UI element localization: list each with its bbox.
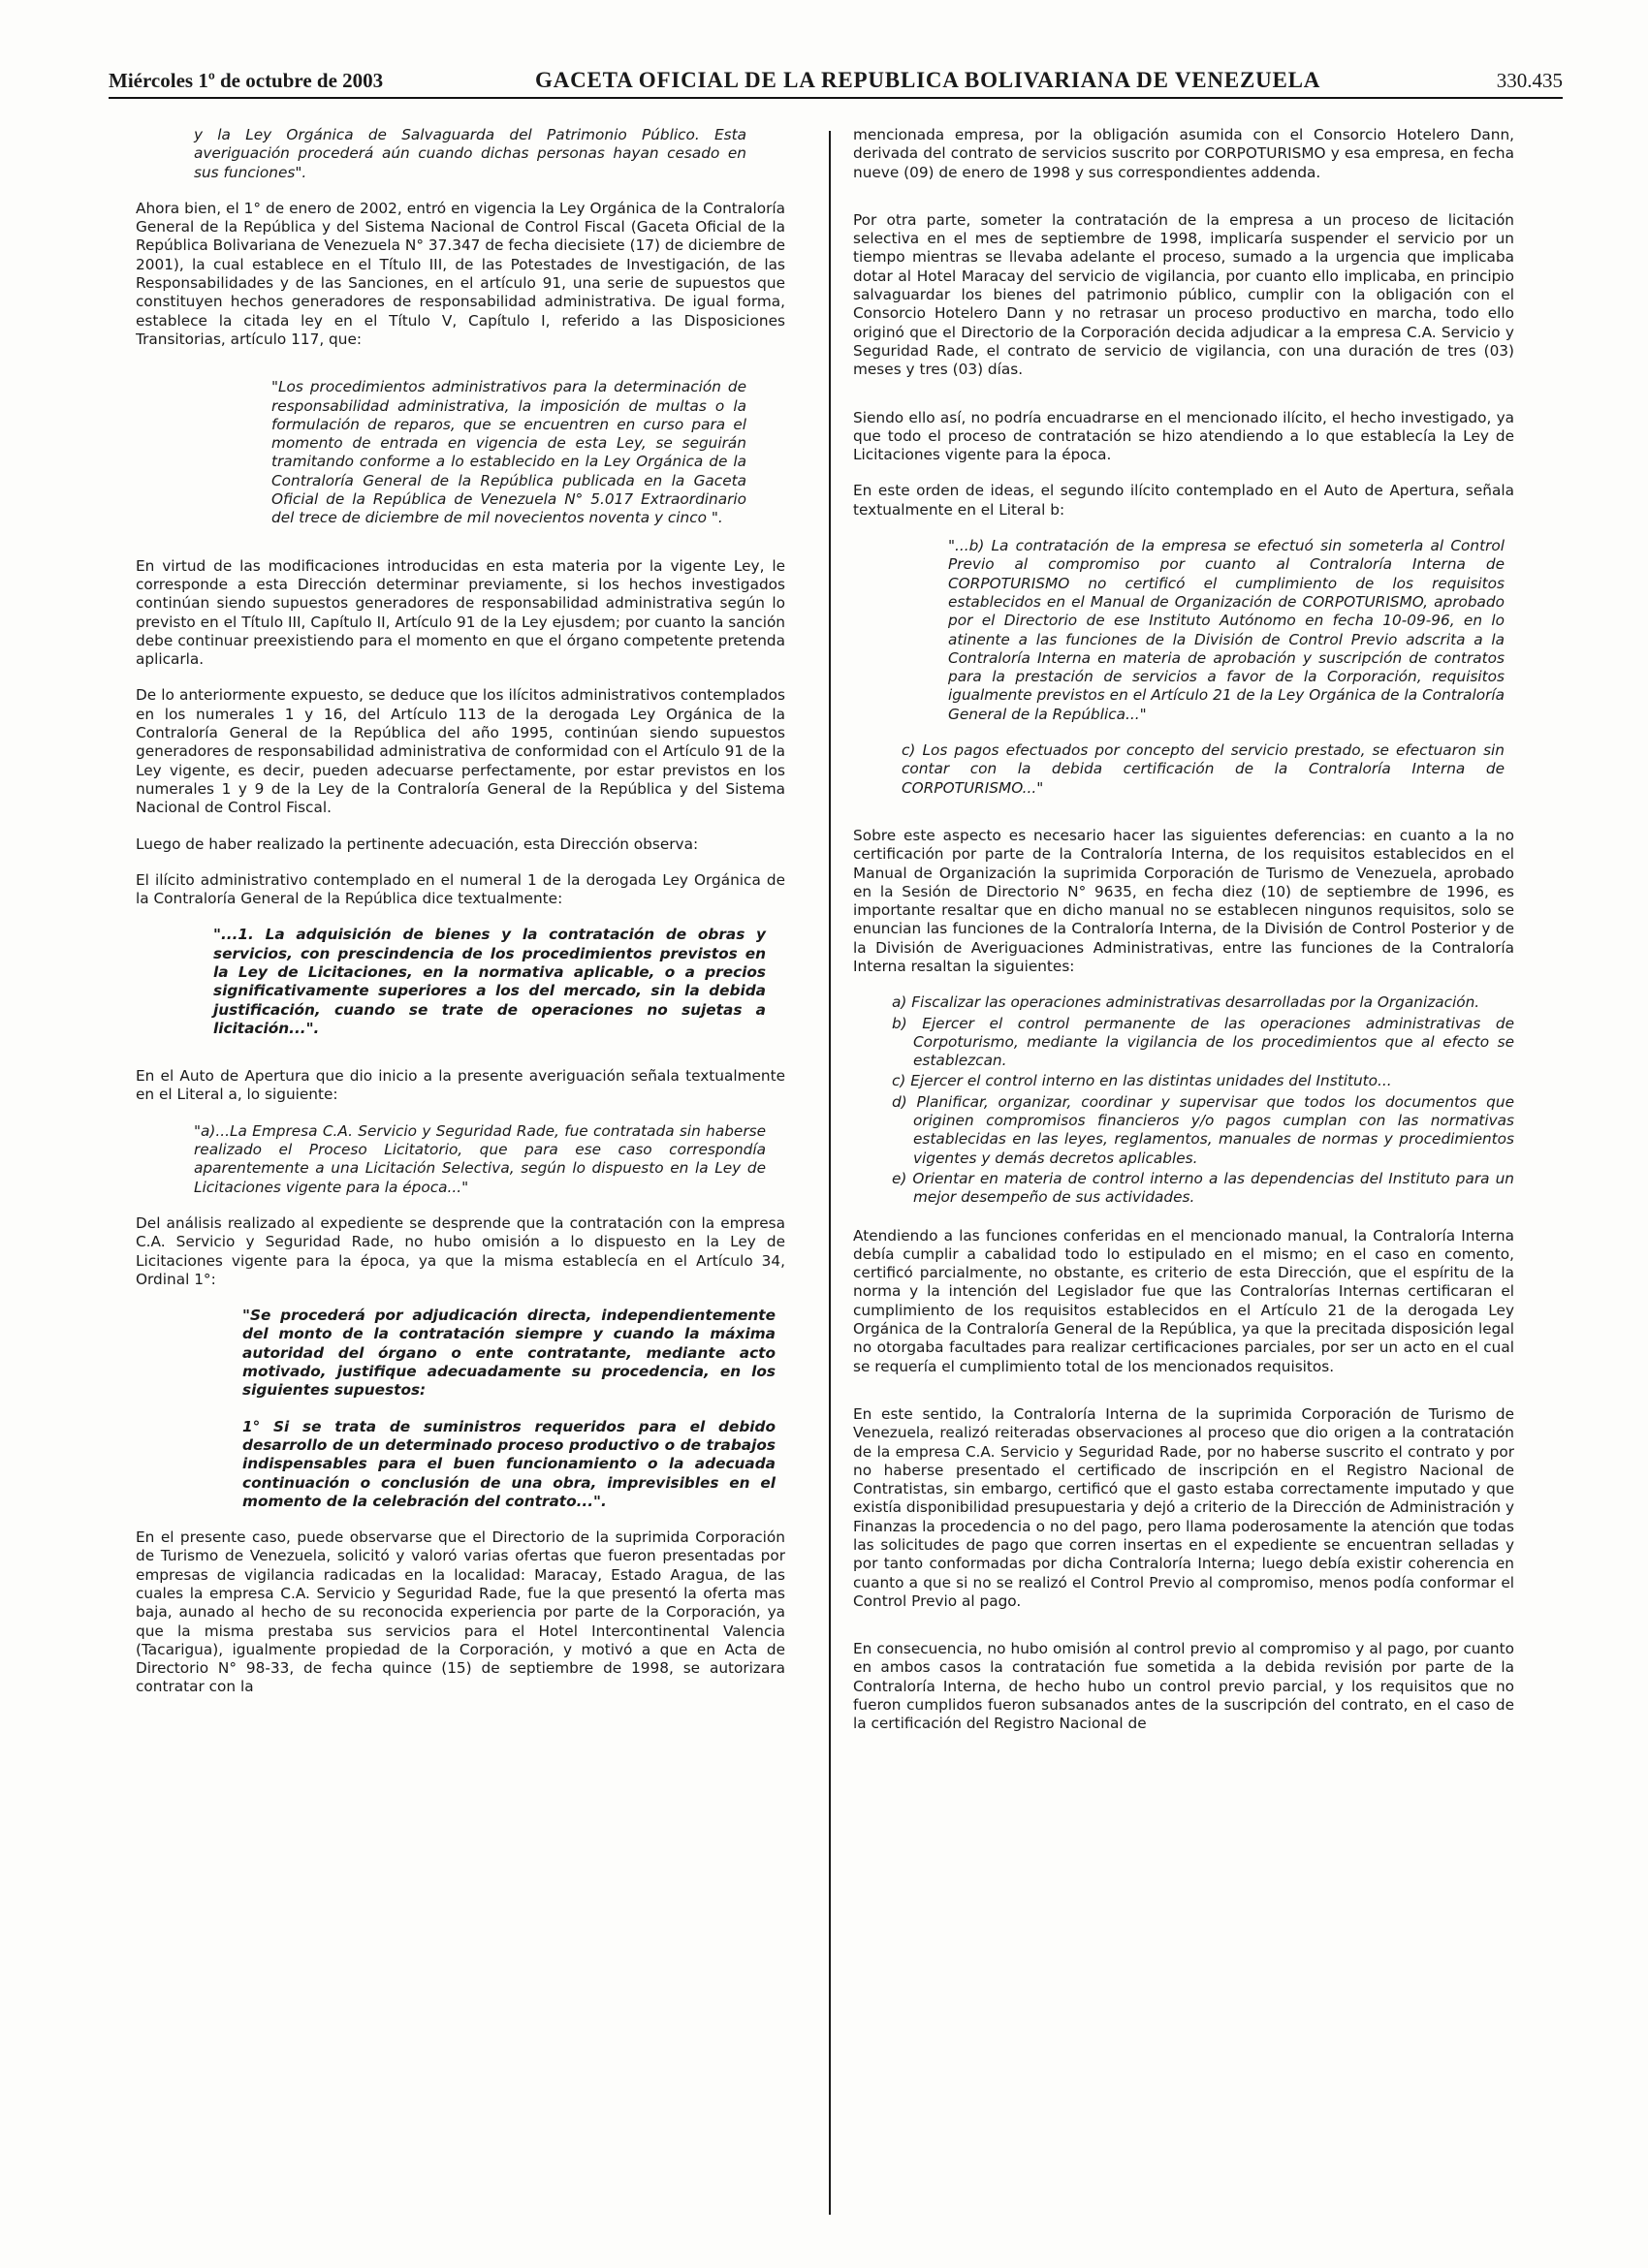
issue-date: Miércoles 1º de octubre de 2003 <box>109 69 384 92</box>
list-item: c) Ejercer el control interno en las distintas unidades del Instituto... <box>892 1072 1392 1090</box>
paragraph: En consecuencia, no hubo omisión al control previo al compromiso y al pago, por cuanto en ambos casos la contratación fue sometida a la debida revisión por parte de la Contraloría Interna, de hecho hubo un control previo parcial, y los requisitos que no fueron cumplidos fueron subsanados antes de la suscripción del contrato, en el caso de la certificación del Registro Nacional de <box>853 1640 1514 1733</box>
paragraph: De lo anteriormente expuesto, se deduce que los ilícitos administrativos contemplados en los numerales 1 y 16, del Artículo 113 de la derogada Ley Orgánica de la Contraloría General de la República del año 1995, continúan siendo supuestos generadores de responsabilidad administrativa de conformidad con el Artículo 91 de la Ley vigente, es decir, pueden adecuarse perfectamente, por estar previstos en los numerales 1 y 9 de la Ley de la Contraloría General de la República y del Sistema Nacional de Control Fiscal. <box>136 686 785 817</box>
block-quote: "...b) La contratación de la empresa se efectuó sin someterla al Control Previo al compromiso por cuanto al Contraloría Interna de CORPOTURISMO no certificó el cumplimiento de los requisitos establecidos en el Manual de Organización de CORPOTURISMO, aprobado por el Directorio de ese Instituto Autónomo en fecha 10-09-96, en lo atinente a las funciones de la División de Control Previo adscrita a la Contraloría Interna en materia de aprobación y suscripción de contratos para la prestación de servicios a favor de la Corporación, requisitos igualmente previstos en el Artículo 21 de la Ley Orgánica de la Contraloría General de la República..." <box>948 537 1505 723</box>
functions-list <box>892 993 1514 1207</box>
right-column <box>853 126 1514 1751</box>
paragraph: Atendiendo a las funciones conferidas en el mencionado manual, la Contraloría Interna debía cumplir a cabalidad todo lo estipulado en el mismo; en el caso en comento, certificó parcialmente, no obstante, es criterio de esta Dirección, que el espíritu de la norma y la intención del Legislador fue que las Contralorías Internas certificaran el cumplimiento de los requisitos establecidos en el Artículo 21 de la derogada Ley Orgánica de la Contraloría General de la República, ya que la precitada disposición legal no otorgaba facultades para realizar certificaciones parciales, por ser un acto en el cual se requería el cumplimiento total de los mencionados requisitos. <box>853 1226 1514 1375</box>
paragraph: Luego de haber realizado la pertinente adecuación, esta Dirección observa: <box>136 835 699 853</box>
quote-continuation: y la Ley Orgánica de Salvaguarda del Patrimonio Público. Esta averiguación procederá aún cuando dichas personas hayan cesado en sus funciones". <box>194 126 746 181</box>
paragraph: En el presente caso, puede observarse que el Directorio de la suprimida Corporación de Turismo de Venezuela, solicitó y valoró varias ofertas que fueron presentadas por empresas de vigilancia radicadas en la localidad: Maracay, Estado Aragua, de las cuales la empresa C.A. Servicio y Seguridad Rade, fue la que presentó la oferta mas baja, aunado al hecho de su reconocida experiencia por parte de la Corporación, ya que la misma prestaba sus servicios para el Hotel Intercontinental Valencia (Tacarigua), igualmente propiedad de la Corporación, y motivó a que en Acta de Directorio N° 98-33, de fecha quince (15) de septiembre de 1998, se autorizara contratar con la <box>136 1528 785 1696</box>
paragraph: El ilícito administrativo contemplado en el numeral 1 de la derogada Ley Orgánica de la Contraloría General de la República dice textualmente: <box>136 870 785 908</box>
gazette-title: GACETA OFICIAL DE LA REPUBLICA BOLIVARIANA DE VENEZUELA <box>535 68 1321 92</box>
block-quote: "Se procederá por adjudicación directa, independientemente del monto de la contratación siempre y cuando la máxima autoridad del órgano o ente contratante, mediante acto motivado, justifique adecuadamente su procedencia, en los siguientes supuestos: <box>242 1307 776 1400</box>
left-column <box>136 126 785 1715</box>
block-quote: 1° Si se trata de suministros requeridos para el debido desarrollo de un determinado proceso productivo o de trabajos indispensables para el buen funcionamiento o la adecuada continuación o conclusión de una obra, imprevisibles en el momento de la celebración del contrato...". <box>242 1417 776 1510</box>
block-quote: "Los procedimientos administrativos para la determinación de responsabilidad administrativa, la imposición de multas o la formulación de reparos, que se encuentren en curso para el momento de entrada en vigencia de esta Ley, se seguirán tramitando conforme a lo establecido en la Ley Orgánica de la Contraloría General de la República publicada en la Gaceta Oficial de la República de Venezuela N° 5.017 Extraordinario del trece de diciembre de mil novecientos noventa y cinco ". <box>271 378 746 527</box>
paragraph: En este sentido, la Contraloría Interna de la suprimida Corporación de Turismo de Venezuela, realizó reiteradas observaciones al proceso que dio origen a la contratación de la empresa C.A. Servicio y Seguridad Rade, por no haberse suscrito el contrato y por no haberse presentado el certificado de inscripción en el Registro Nacional de Contratistas, sin embargo, certificó que el gasto estaba correctamente imputado y que existía disponibilidad presupuestaria y dejó a criterio de la Dirección de Administración y Finanzas la procedencia o no del pago, pero llama poderosamente la atención que todas las solicitudes de pago que corren insertas en el expediente se encuentran selladas y por tanto conformadas por dicha Contraloría Interna; luego debía existir coherencia en cuanto a que si no se realizó el Control Previo al compromiso, menos podía conformar el Control Previo al pago. <box>853 1404 1514 1610</box>
block-quote: c) Los pagos efectuados por concepto del servicio prestado, se efectuaron sin contar con la debida certificación de la Contraloría Interna de CORPOTURISMO..." <box>902 741 1505 797</box>
paragraph: En el Auto de Apertura que dio inicio a la presente averiguación señala textualmente en el Literal a, lo siguiente: <box>136 1067 785 1104</box>
list-item: b) Ejercer el control permanente de las operaciones administrativas de Corpoturismo, mediante la vigilancia de los procedimientos que al efecto se establezcan. <box>892 1014 1514 1070</box>
paragraph: Ahora bien, el 1° de enero de 2002, entró en vigencia la Ley Orgánica de la Contraloría General de la República y del Sistema Nacional de Control Fiscal (Gaceta Oficial de la República Bolivariana de Venezuela N° 37.347 de fecha diecisiete (17) de diciembre de 2001), la cual establece en el Título III, de las Potestades de Investigación, de las Responsabilidades y de las Sanciones, en el artículo 91, una serie de supuestos que constituyen hechos generadores de responsabilidad administrativa. De igual forma, establece la citada ley en el Título V, Capítulo I, referido a las Disposiciones Transitorias, artículo 117, que: <box>136 199 785 348</box>
paragraph: Sobre este aspecto es necesario hacer las siguientes deferencias: en cuanto a la no certificación por parte de la Contraloría Interna, de los requisitos establecidos en el Manual de Organización la suprimida Corporación de Turismo de Venezuela, aprobado en la Sesión de Directorio N° 9635, en fecha diez (10) de septiembre de 1996, es importante resaltar que en dicho manual no se establecen ningunos requisitos, solo se enuncian las funciones de la Contraloría Interna, de la División de Control Posterior y de la División de Averiguaciones Administrativas, entre las funciones de la Contraloría Interna resaltan la siguientes: <box>853 826 1514 975</box>
page-number: 330.435 <box>1496 69 1563 92</box>
gazette-header <box>109 58 1563 99</box>
paragraph: Del análisis realizado al expediente se desprende que la contratación con la empresa C.A. Servicio y Seguridad Rade, no hubo omisión a lo dispuesto en la Ley de Licitaciones vigente para la época, ya que la misma establecía en el Artículo 34, Ordinal 1°: <box>136 1213 785 1288</box>
block-quote: "a)...La Empresa C.A. Servicio y Seguridad Rade, fue contratada sin haberse realizado el Proceso Licitatorio, que para ese caso correspondía aparentemente a una Licitación Selectiva, según lo dispuesto en la Ley de Licitaciones vigente para la época..." <box>194 1121 766 1196</box>
paragraph: mencionada empresa, por la obligación asumida con el Consorcio Hotelero Dann, derivada del contrato de servicios suscrito por CORPOTURISMO y esa empresa, en fecha nueve (09) de enero de 1998 y sus correspondientes addenda. <box>853 126 1514 181</box>
list-item: d) Planificar, organizar, coordinar y supervisar que todos los documentos que originen compromisos financieros y/o pagos cumplan con las normativas establecidas en las leyes, reglamentos, manuales de normas y procedimientos vigentes y demás decretos aplicables. <box>892 1092 1514 1167</box>
paragraph: En este orden de ideas, el segundo ilícito contemplado en el Auto de Apertura, señala textualmente en el Literal b: <box>853 482 1514 519</box>
paragraph: Por otra parte, someter la contratación de la empresa a un proceso de licitación selectiva en el mes de septiembre de 1998, implicaría suspender el servicio por un tiempo mientras se llevaba adelante el proceso, sumado a la urgencia que implicaba dotar al Hotel Maracay del servicio de vigilancia, por cuanto ello implicaba, en principio salvaguardar los bienes del patrimonio público, cumplir con la obligación con el Consorcio Hotelero Dann y no retrasar un proceso productivo en marcha, todo ello originó que el Directorio de la Corporación decida adjudicar a la empresa C.A. Servicio y Seguridad Rade, el contrato de servicio de vigilancia, con una duración de tres (03) meses y tres (03) días. <box>853 210 1514 379</box>
block-quote: "...1. La adquisición de bienes y la contratación de obras y servicios, con prescindencia de los procedimientos previstos en la Ley de Licitaciones, en la normativa aplicable, o a precios significativamente superiores a los del mercado, sin la debida justificación, cuando se trate de operaciones no sujetas a licitación...". <box>213 926 766 1037</box>
paragraph: En virtud de las modificaciones introducidas en esta materia por la vigente Ley, le corresponde a esta Dirección determinar previamente, si los hechos investigados continúan siendo supuestos generadores de responsabilidad administrativa según lo previsto en el Título III, Capítulo II, Artículo 91 de la Ley ejusdem; por cuanto la sanción debe continuar preexistiendo para el momento en que el órgano competente pretenda aplicarla. <box>136 556 785 669</box>
list-item: e) Orientar en materia de control interno a las dependencias del Instituto para un mejor desempeño de sus actividades. <box>892 1169 1514 1207</box>
list-item: a) Fiscalizar las operaciones administrativas desarrolladas por la Organización. <box>892 993 1480 1012</box>
paragraph: Siendo ello así, no podría encuadrarse en el mencionado ilícito, el hecho investigado, ya que todo el proceso de contratación se hizo atendiendo a lo que establecía la Ley de Licitaciones vigente para la época. <box>853 408 1514 464</box>
column-divider <box>829 131 831 2215</box>
